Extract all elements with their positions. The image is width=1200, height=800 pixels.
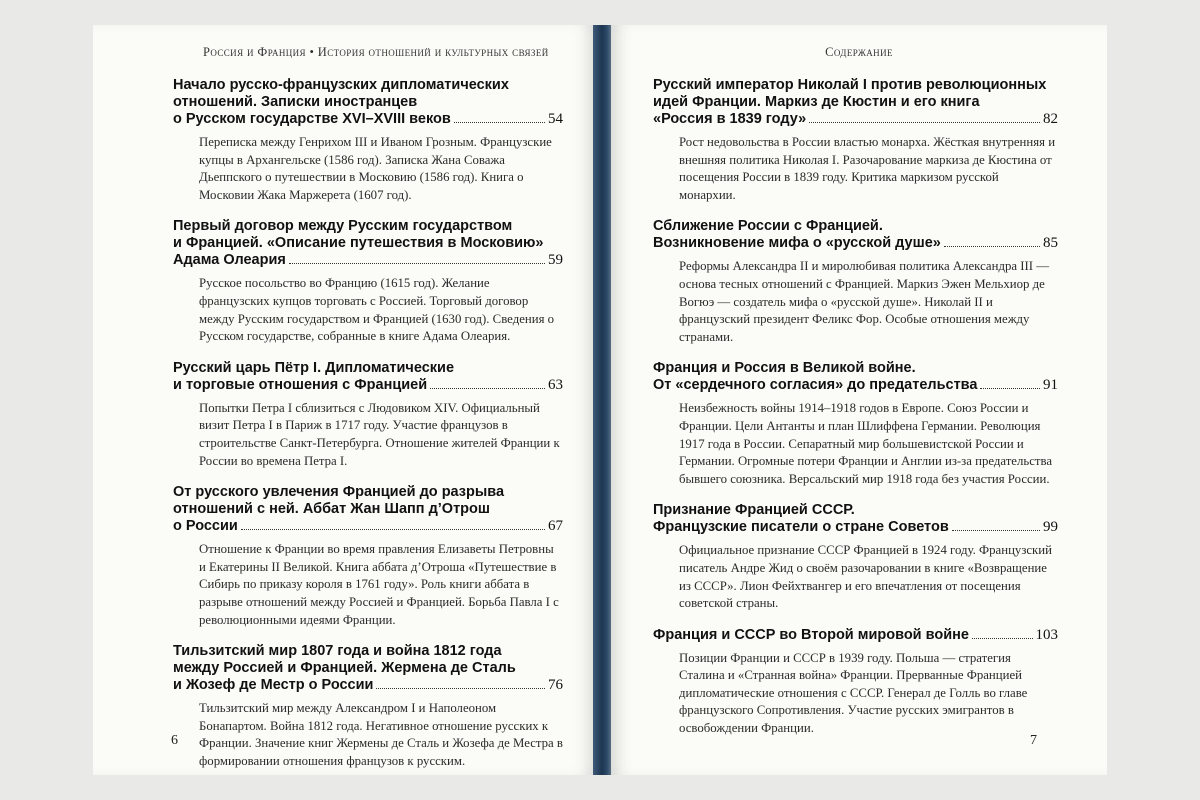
- toc-entry: [653, 77, 1058, 204]
- toc-title-line: отношений с ней. Аббат Жан Шапп д’Отрош: [173, 501, 490, 518]
- toc-entry-description: Официальное признание СССР Францией в 1924 году. Французский писатель Андре Жид о своём разочаровании в книге «Возвращение из СССР». Лион Фейхтвангер и его впечатления от посещения советской страны.: [679, 543, 1052, 611]
- toc-entry: [653, 360, 1058, 488]
- toc-title-line: «Россия в 1839 году»: [653, 111, 807, 127]
- toc-entry: [653, 218, 1058, 346]
- book-gutter: [593, 25, 613, 775]
- toc-entry-title: [173, 484, 563, 535]
- toc-title-line: о России: [173, 518, 238, 535]
- toc-entry-title: [173, 643, 563, 694]
- toc-entry-title: [173, 77, 563, 128]
- toc-entry-description: Рост недовольства в России властью монарха. Жёсткая внутренняя и внешняя политика Николая I. Разочарование маркиза де Кюстина от посещения России в 1839 году. Критика маркизом русской монархии.: [679, 135, 1056, 202]
- toc-title-line: Тильзитский мир 1807 года и война 1812 года: [173, 643, 502, 660]
- toc-page-number: 63: [548, 376, 563, 393]
- toc-title-line: Франция и Россия в Великой войне.: [653, 360, 916, 377]
- toc-title-last-line: [173, 518, 563, 535]
- toc-entry-title: [653, 77, 1058, 128]
- toc-entry: [653, 502, 1058, 612]
- toc-title-last-line: [653, 377, 1058, 394]
- dot-leader: [454, 122, 545, 123]
- book-spread: [93, 25, 1107, 775]
- toc-title-line: и торговые отношения с Францией: [173, 376, 428, 393]
- toc-title-last-line: [653, 235, 1058, 252]
- toc-page-number: 85: [1043, 235, 1058, 252]
- toc-title-line: Начало русско-французских дипломатических: [173, 77, 509, 93]
- dot-leader: [376, 688, 545, 689]
- dot-leader: [944, 246, 1040, 247]
- toc-page-number: 67: [548, 518, 563, 535]
- dot-leader: [809, 122, 1040, 123]
- toc-title-last-line: [653, 111, 1058, 128]
- dot-leader: [952, 530, 1040, 531]
- toc-title-line: Русский царь Пётр I. Дипломатические: [173, 359, 455, 376]
- table-of-contents-right: [653, 77, 1058, 752]
- toc-page-number: 99: [1043, 519, 1058, 536]
- toc-entry-title: [653, 218, 1058, 252]
- table-of-contents-left: [173, 77, 563, 775]
- toc-entry-description: Тильзитский мир между Александром I и Наполеоном Бонапартом. Война 1812 года. Негативное отношение русских к Франции. Значение книг Жермены де Сталь и Жозефа де Местра в формировании отношения французов к русским.: [199, 701, 563, 768]
- toc-title-line: и Жозеф де Местр о России: [173, 677, 374, 694]
- toc-page-number: 59: [548, 252, 563, 269]
- toc-entry-description: Отношение к Франции во время правления Елизаветы Петровны и Екатерины II Великой. Книга аббата д’Отроша «Путешествие в Сибирь по приказу короля в 1761 году». Роль книги аббата в разрыве отношений между Россией и Францией. Борьба Павла I с революционными идеями Франции.: [199, 542, 559, 627]
- toc-title-line: Франция и СССР во Второй мировой войне: [653, 626, 969, 643]
- toc-title-line: От «сердечного согласия» до предательства: [653, 377, 978, 394]
- toc-entry: [173, 484, 563, 629]
- toc-title-line: Сближение России с Францией.: [653, 218, 883, 235]
- toc-title-line: Русский император Николай I против революционных: [653, 77, 1047, 93]
- toc-entry-description: Позиции Франции и СССР в 1939 году. Польша — стратегия Сталина и «Странная война» Франции. Прерванные Францией дипломатические отношения с СССР. Генерал де Голль во главе французского Сопротивления. Участие русских эмигрантов в освобождении Франции.: [679, 650, 1028, 736]
- toc-title-line: Признание Францией СССР.: [653, 502, 855, 519]
- toc-entry: [173, 643, 563, 770]
- toc-title-last-line: [173, 377, 563, 394]
- toc-entry-description: Русское посольство во Францию (1615 год). Желание французских купцов торговать с Россией. Торговый договор между Русским государством и Францией (1630 год). Сведения о Русском государстве, собранные в книге Адама Олеария.: [199, 276, 555, 344]
- toc-title-last-line: [653, 519, 1058, 536]
- dot-leader: [980, 388, 1040, 389]
- toc-entry: [653, 627, 1058, 738]
- toc-title-last-line: [173, 677, 563, 694]
- toc-entry-description: Переписка между Генрихом III и Иваном Грозным. Французские купцы в Архангельске (1586 год). Записка Жана Соважа Дьеппского о путешествии в Московию (1586 год). Книга о Московии Жака Маржерета (1607 год).: [199, 135, 552, 202]
- toc-title-last-line: [173, 252, 563, 269]
- toc-title-line: От русского увлечения Францией до разрыва: [173, 484, 505, 501]
- right-page: [611, 25, 1107, 775]
- running-head-right: Содержание: [825, 45, 893, 59]
- toc-entry-title: [173, 218, 563, 269]
- toc-title-line: Первый договор между Русским государством: [173, 218, 513, 235]
- toc-title-line: Французские писатели о стране Советов: [653, 519, 949, 536]
- toc-entry-title: [653, 627, 1058, 644]
- toc-page-number: 103: [1035, 626, 1058, 643]
- toc-title-last-line: [653, 627, 1058, 644]
- dot-leader: [289, 263, 545, 264]
- toc-title-line: отношений. Записки иностранцев: [173, 94, 418, 110]
- page-number-right: 7: [1030, 733, 1037, 748]
- left-page: [93, 25, 595, 775]
- toc-entry-description: Попытки Петра I сблизиться с Людовиком XIV. Официальный визит Петра I в Париж в 1717 году. Участие французов в строительстве Санкт-Петербурга. Отношение жителей Франции к России во времена Петра I.: [199, 400, 560, 468]
- toc-entry-title: [653, 502, 1058, 536]
- toc-page-number: 54: [548, 111, 563, 127]
- toc-title-last-line: [173, 111, 563, 128]
- toc-entry-title: [653, 360, 1058, 394]
- toc-title-line: и Францией. «Описание путешествия в Московию»: [173, 235, 544, 252]
- toc-entry-description: Реформы Александра II и миролюбивая политика Александра III — основа тесных отношений с Францией. Маркиз Эжен Мельхиор де Вогюэ — создатель мифа о «русской душе». Николай II и французский президент Феликс Фор. Особые отношения между странами.: [679, 259, 1050, 344]
- toc-entry-title: [173, 360, 563, 394]
- toc-page-number: 82: [1043, 111, 1058, 127]
- toc-title-line: между Россией и Францией. Жермена де Сталь: [173, 660, 516, 677]
- toc-title-line: Адама Олеария: [173, 252, 286, 269]
- toc-title-line: Возникновение мифа о «русской душе»: [653, 235, 941, 252]
- toc-entry: [173, 77, 563, 204]
- toc-page-number: 76: [548, 677, 563, 694]
- toc-entry: [173, 218, 563, 345]
- toc-title-line: идей Франции. Маркиз де Кюстин и его книга: [653, 94, 980, 110]
- toc-entry-description: Неизбежность войны 1914–1918 годов в Европе. Союз России и Франции. Цели Антанты и план Шлиффена Германии. Революция 1917 года в России. Сепаратный мир большевистской России и Германии. Огромные потери Франции и Англии из-за предательства бывшего союзника. Версальский мир 1918 года без участия России.: [679, 401, 1053, 486]
- dot-leader: [430, 388, 545, 389]
- running-head-left: Россия и Франция • История отношений и культурных связей: [203, 45, 549, 59]
- toc-entry: [173, 360, 563, 470]
- dot-leader: [972, 638, 1033, 639]
- page-number-left: 6: [171, 733, 178, 748]
- toc-title-line: о Русском государстве XVI–XVIII веков: [173, 111, 451, 127]
- toc-page-number: 91: [1043, 377, 1058, 394]
- dot-leader: [241, 529, 545, 530]
